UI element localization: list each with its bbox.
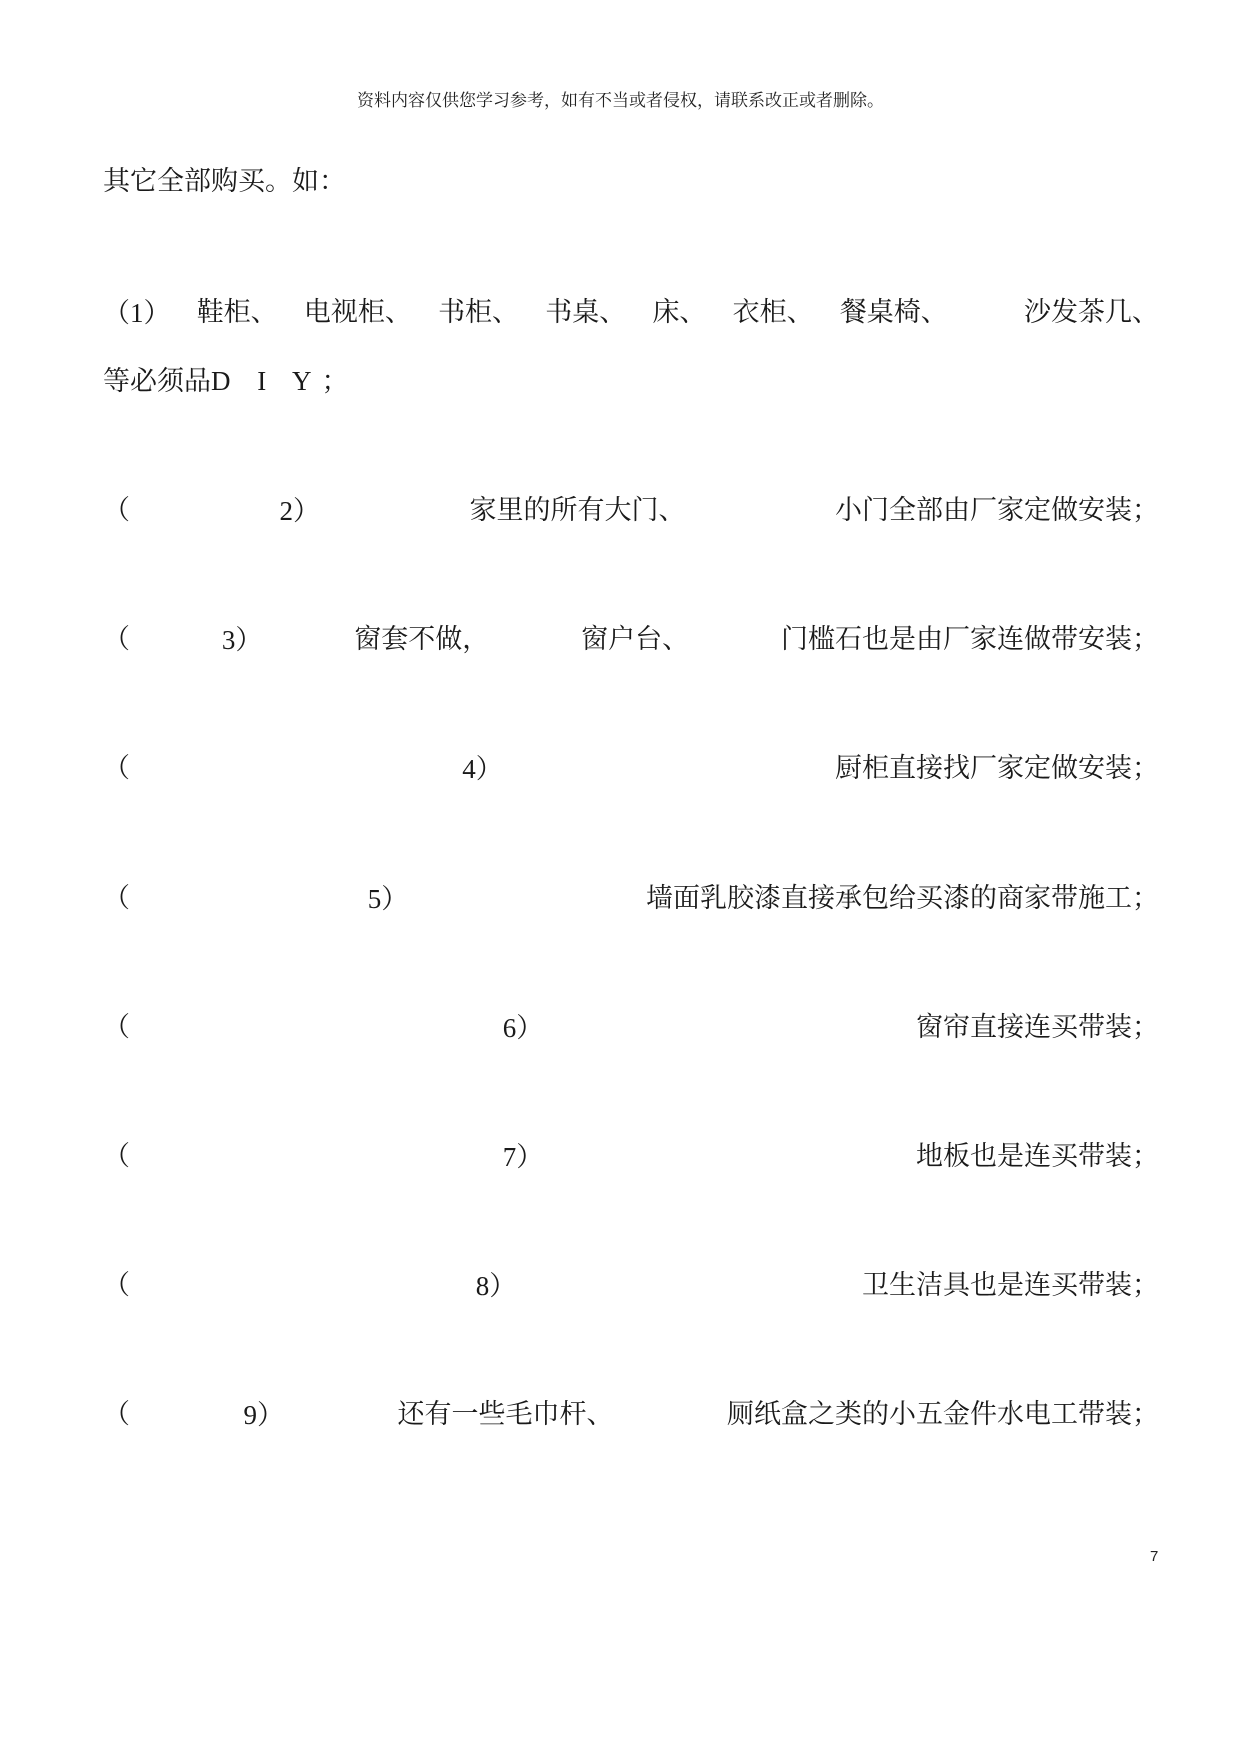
item-3-part: 门槛石也是由厂家连做带安装；: [781, 624, 1159, 655]
item-2-num: 2）: [279, 495, 320, 527]
item-3-part: 窗套不做，: [354, 624, 490, 655]
item-3-paren-open: （: [103, 624, 130, 655]
item-6-paren-open: （: [103, 1012, 130, 1043]
list-item-1-continuation: [103, 361, 1159, 401]
list-item-4: [103, 749, 1159, 789]
item-4-part: 厨柜直接找厂家定做安装；: [835, 753, 1159, 784]
item-8-paren-open: （: [103, 1270, 130, 1301]
document-header-notice: 资料内容仅供您学习参考，如有不当或者侵权，请联系改正或者删除。: [357, 91, 884, 111]
item-1-part: 书柜、: [438, 297, 520, 328]
item-5-paren-open: （: [103, 883, 130, 914]
item-7-part: 地板也是连买带装；: [916, 1141, 1159, 1172]
item-7-num: 7）: [502, 1141, 544, 1173]
item-8-part: 卫生洁具也是连买带装；: [862, 1270, 1159, 1301]
list-item-9: [103, 1395, 1159, 1435]
item-1-cont-prefix: 等必须品: [103, 366, 211, 397]
item-9-part: 还有一些毛巾杆、: [397, 1399, 614, 1430]
item-1-part: 衣柜、: [732, 297, 814, 328]
item-1-part: 书桌、: [545, 297, 627, 328]
item-2-part: 家里的所有大门、: [469, 495, 686, 526]
list-item-8: [103, 1266, 1159, 1306]
item-3-part: 窗户台、: [581, 624, 690, 655]
item-9-num: 9）: [243, 1399, 284, 1431]
list-item-5: [103, 879, 1159, 919]
intro-text: 其它全部购买。如：: [103, 166, 346, 197]
list-item-7: [103, 1137, 1159, 1177]
item-1-part: 鞋柜、: [196, 297, 278, 328]
list-item-1: [103, 293, 1159, 333]
item-6-num: 6）: [502, 1012, 544, 1044]
item-8-num: 8）: [475, 1270, 517, 1302]
item-1-part: 电视柜、: [303, 297, 412, 328]
item-6-part: 窗帘直接连买带装；: [916, 1012, 1159, 1043]
item-5-part: 墙面乳胶漆直接承包给买漆的商家带施工；: [646, 883, 1159, 914]
item-1-cont-latin: D I Y: [211, 366, 322, 396]
item-5-num: 5）: [367, 883, 409, 915]
item-2-part: 小门全部由厂家定做安装；: [835, 495, 1159, 526]
list-item-6: [103, 1008, 1159, 1048]
intro-line: [103, 162, 1159, 202]
item-1-marker: （1）: [103, 297, 171, 329]
item-4-num: 4）: [462, 753, 503, 785]
page-number: 7: [1150, 1548, 1159, 1565]
item-1-cont-suffix: ；: [321, 366, 349, 397]
item-9-part: 厕纸盒之类的小五金件水电工带装；: [727, 1399, 1159, 1430]
list-item-3: [103, 620, 1159, 660]
item-4-paren-open: （: [103, 753, 130, 784]
item-3-num: 3）: [221, 624, 263, 656]
item-7-paren-open: （: [103, 1141, 130, 1172]
item-2-paren-open: （: [103, 495, 130, 526]
item-1-part: 床、: [652, 297, 707, 328]
list-item-2: [103, 491, 1159, 531]
item-1-part: 沙发茶几、: [1024, 297, 1159, 328]
item-9-paren-open: （: [103, 1399, 130, 1430]
item-1-part: 餐桌椅、: [839, 297, 948, 328]
